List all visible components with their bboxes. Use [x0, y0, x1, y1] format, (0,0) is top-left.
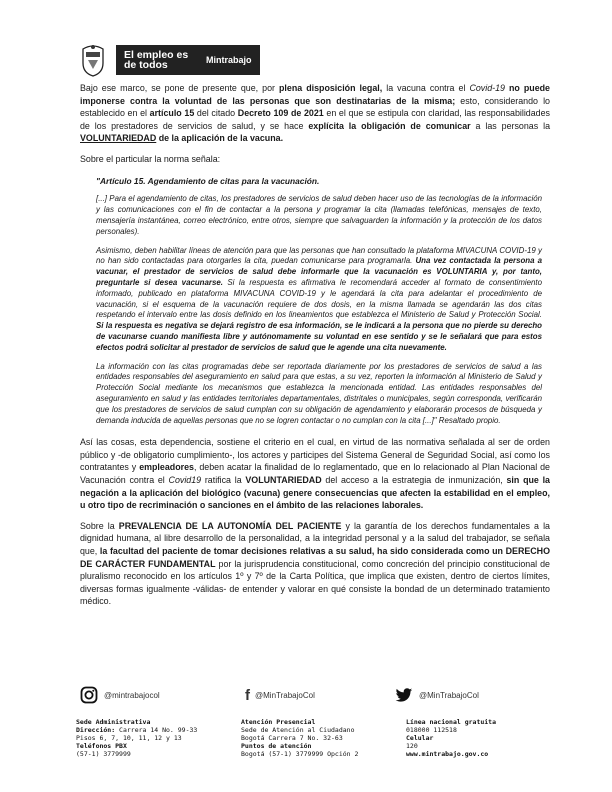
text-bold: Si la respuesta es negativa se dejará registro de esa información, se le indicará a la persona que no pierde su derecho de vacunarse cuando manifiesta libre y autónomamente su voluntad en ese sentido y se le señalará que para estos efectos podrá solicitar al prestador de servicios de salud que le agende una cita nuevamente.: [96, 321, 542, 352]
text: esto, considerando lo establecido en el: [80, 95, 550, 119]
text: ratifica la: [201, 475, 246, 486]
footer-line: Bogotá Carrera 7 No. 32-63: [241, 734, 343, 742]
footer-line: [76, 726, 226, 734]
text-bold: PREVALENCIA DE LA AUTONOMÍA DEL PACIENTE: [118, 520, 342, 531]
text: la vacuna contra el: [382, 83, 470, 93]
footer-contact: [76, 718, 556, 758]
text-bold: de la aplicación de la vacuna.: [156, 133, 284, 144]
paragraph-conclusion: [80, 436, 550, 512]
paragraph-autonomy: [80, 520, 550, 608]
quoted-article: [96, 176, 542, 427]
footer-label: Teléfonos PBX: [76, 742, 127, 750]
footer-line: 120: [406, 742, 418, 750]
twitter-handle: @MinTrabajoCol: [419, 690, 479, 700]
footer-line: 018000 112518: [406, 726, 457, 734]
footer-title: Atención Presencial: [241, 718, 316, 726]
text-bold: plena disposición legal,: [279, 83, 383, 93]
text-bold: empleadores: [139, 462, 194, 473]
social-facebook[interactable]: [245, 687, 395, 704]
facebook-handle: @MinTrabajoCol: [255, 690, 315, 700]
social-twitter[interactable]: [395, 688, 479, 703]
text: Bajo ese marco, se pone de presente que, por: [80, 83, 279, 93]
text: Si la respuesta es afirmativa le recomendará acceder al formato de consentimiento informado, publicado en plataforma MIVACUNA COVID-19 y le agendará la cita para adelantar el procedimiento de vacunación, si el esquema de la vacunación requiere de dos dosis, en la misma llamada se agendarán las dos citas respetando el intervalo entre las dosis definido en los lineamientos que establezca el Ministerio de Salud y Protección Social.: [96, 277, 542, 320]
social-instagram[interactable]: [80, 686, 245, 704]
brand-banner: [116, 45, 260, 75]
text-bold: la facultad del paciente de tomar decisiones relativas a su salud, ha sido considerada como un DERECHO DE CARÁCTER FUNDAMENTAL: [80, 546, 550, 569]
quote-paragraph-2: [96, 246, 542, 354]
document-body: [80, 82, 550, 616]
text: Así las cosas, esta dependencia, sostiene el criterio en el cual, en virtud de las normativa señalada al ser de orden público y -de obligatorio cumplimiento-, los actores y participes del Sistema General de Seguridad Social, así como los contratantes y: [80, 437, 550, 473]
quote-title: "Artículo 15. Agendamiento de citas para la vacunación.: [96, 175, 320, 186]
paragraph-intro: [80, 82, 550, 145]
footer-title: Línea nacional gratuita: [406, 718, 497, 726]
text-bold: Una vez contactada la persona a vacunar, el prestador de servicios de salud debe informarle que la vacunación es VOLUNTARIA y, por tanto, preguntarle si desea vacunarse.: [96, 256, 542, 287]
footer-line: Sede de Atención al Ciudadano: [241, 726, 355, 734]
text-bold: artículo 15: [149, 108, 195, 119]
paragraph-lead-in: Sobre el particular la norma señala:: [80, 153, 221, 164]
footer-label: Puntos de atención: [241, 742, 312, 750]
text-bold: sin que la negación a la aplicación del biológico (vacuna) genere consecuencias que afecten la estabilidad en el empleo, u otro tipo de recriminación o sanciones en el ámbito de las relaciones laborales.: [80, 475, 550, 511]
footer-title: Sede Administrativa: [76, 718, 151, 726]
text-bold: Decreto 109 de 2021: [237, 108, 324, 119]
footer-line: Pisos 6, 7, 10, 11, 12 y 13: [76, 734, 182, 742]
text: y la garantía de los derechos fundamentales a la dignidad humana, al libre desarrollo de la personalidad, a la integridad personal y a la salud del trabajador, se señala que,: [80, 520, 550, 557]
instagram-icon: [80, 686, 98, 704]
footer-col-sede: [76, 718, 226, 758]
text: a las personas la: [470, 120, 551, 131]
facebook-icon: f: [245, 686, 250, 704]
quote-paragraph-1: [...] Para el agendamiento de citas, los prestadores de servicios de salud deben hacer uso de las tecnologías de la información y las comunicaciones con el fin de contactar a la persona y programar la cita (llamadas telefónicas, mensajes de texto, mensajería instantánea, correo electrónico, entre otros, siempre que salvaguarden la información y la protección de los datos personales).: [96, 194, 542, 236]
footer-line: (57-1) 3779999: [76, 750, 131, 758]
footer-label: Celular: [406, 734, 434, 742]
text-bold-underlined: VOLUNTARIEDAD: [80, 133, 157, 144]
text-italic: Covid19: [168, 475, 202, 486]
footer-col-atencion: [241, 718, 391, 758]
text-bold: VOLUNTARIEDAD: [245, 475, 322, 486]
instagram-handle: @mintrabajocol: [104, 690, 160, 700]
brand-ministry: Mintrabajo: [206, 55, 252, 65]
text: en el que se estipula con claridad, las responsabilidades de los prestadores de servicios de salud, y se hace: [80, 108, 550, 131]
text: Asimismo, deben habilitar líneas de atención para que las personas que han consultado la plataforma MIVACUNA COVID-19 y no han sido contactadas para otorgarles la cita, puedan comunicarse para programarla.: [96, 245, 542, 266]
text-italic: Covid-19: [469, 83, 505, 93]
footer-label: Dirección:: [76, 726, 116, 734]
brand-slogan: El empleo es de todos: [124, 49, 189, 71]
coat-of-arms-icon: [80, 43, 106, 77]
website-link[interactable]: www.mintrabajo.gov.co: [406, 750, 489, 758]
text-bold: no puede imponerse contra la voluntad de las personas que son destinatarias de la misma;: [80, 83, 550, 106]
social-links: [80, 680, 560, 710]
letterhead: [80, 40, 330, 80]
text-bold: explícita la obligación de comunicar: [308, 120, 471, 131]
quote-paragraph-3: La información con las citas programadas debe ser reportada diariamente por los prestadores de servicios de salud a las entidades responsables del aseguramiento en salud para que estas, a su vez, reporten la información al Ministerio de Salud y Protección Social mediante los mecanismos que establezca la mencionada entidad. Las entidades responsables del aseguramiento en salud y las entidades territoriales departamentales, distritales o municipales, según corresponda, verificarán que los prestadores de servicios de salud cumplan con su obligación de agendamiento y elaborarán procesos de búsqueda y demanda inducida de aquellas personas que no se logren contactar o no cumplan con la cita [...]" Resaltado propio.: [96, 361, 542, 425]
text: por la jurisprudencia constitucional, como concreción del principio constitucional de pluralismo reconocido en los artículos 1º y 7º de la Carta Política, que implica que existen, dentro de ciertos límites, diversas formas igualmente -válidas- de entender y valorar en qué consiste la bondad de un determinado tratamiento médico.: [80, 558, 550, 607]
text: , deben acatar la finalidad de lo reglamentado, que en lo relacionado al Plan Nacional de Vacunación contra el: [80, 462, 550, 486]
text: del acceso a la estrategia de inmunización,: [321, 475, 507, 486]
text: Sobre la: [80, 520, 119, 531]
footer-col-linea: [406, 718, 556, 758]
footer-value: Carrera 14 No. 99-33: [115, 726, 198, 734]
twitter-bird-icon: [395, 688, 413, 703]
text: del citado: [194, 108, 238, 119]
footer-line: Bogotá (57-1) 3779999 Opción 2: [241, 750, 359, 758]
